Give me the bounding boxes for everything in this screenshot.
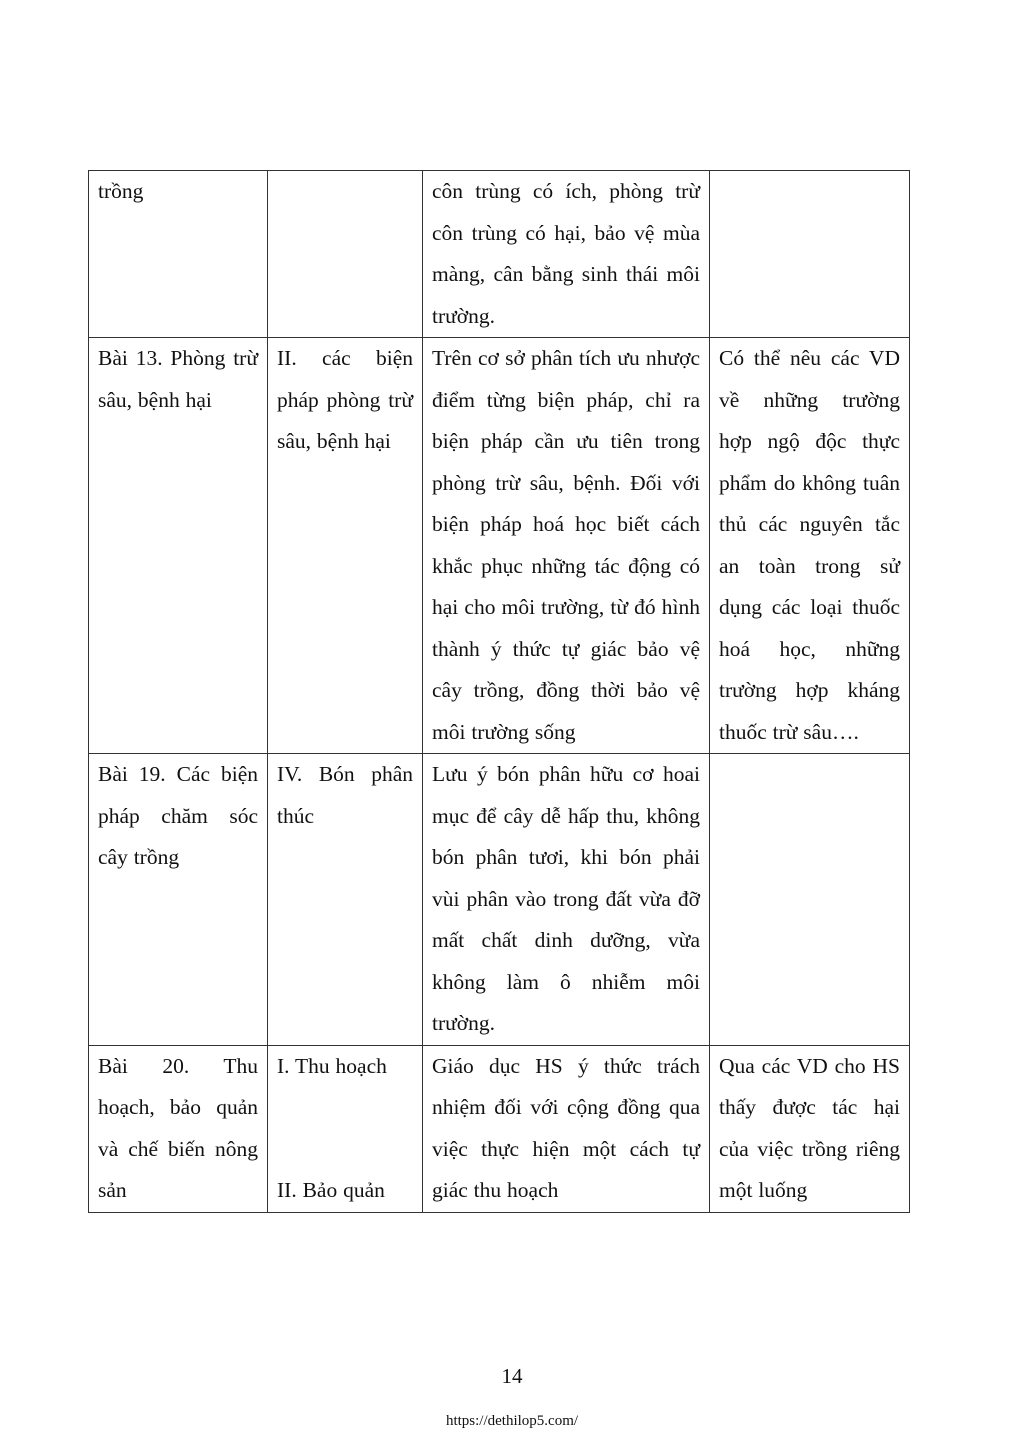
section-text: II. các biện pháp phòng trừ sâu, bệnh hại — [277, 346, 413, 453]
lesson-text: trồng — [98, 179, 144, 203]
note-cell — [710, 1045, 910, 1212]
section-cell — [268, 338, 423, 754]
footer-url: https://dethilop5.com/ — [445, 1413, 579, 1429]
note-cell — [710, 754, 910, 1046]
lesson-cell — [89, 171, 268, 338]
content-text: côn trùng có ích, phòng trừ côn trùng có hại, bảo vệ mùa màng, cân bằng sinh thái môi trường. — [432, 179, 700, 328]
page-number: 14 — [501, 1364, 523, 1388]
lesson-text: Bài 20. Thu hoạch, bảo quản và chế biến nông sản — [98, 1053, 258, 1202]
table-row — [89, 754, 910, 1046]
section-cell — [268, 1045, 423, 1212]
content-cell — [423, 338, 710, 754]
note-text: Qua các VD cho HS thấy được tác hại của việc trồng riêng một luống — [719, 1053, 900, 1202]
content-cell — [423, 754, 710, 1046]
content-table — [88, 170, 910, 1213]
content-cell — [423, 1045, 710, 1212]
section-text-storage: II. Bảo quản — [277, 1178, 385, 1202]
section-text-harvest: I. Thu hoạch — [277, 1053, 387, 1078]
table-row — [89, 171, 910, 338]
section-cell — [268, 171, 423, 338]
table-row — [89, 338, 910, 754]
section-cell — [268, 754, 423, 1046]
note-text: Có thể nêu các VD về những trường hợp ngộ độc thực phẩm do không tuân thủ các nguyên tắc an toàn trong sử dụng các loại thuốc hoá học, những trường hợp kháng thuốc trừ sâu…. — [719, 346, 900, 744]
content-cell — [423, 171, 710, 338]
content-text: Trên cơ sở phân tích ưu nhược điểm từng biện pháp, chỉ ra biện pháp cần ưu tiên trong phòng trừ sâu, bệnh. Đối với biện pháp hoá học biết cách khắc phục những tác động có hại cho môi trường, từ đó hình thành ý thức tự giác bảo vệ cây trồng, đồng thời bảo vệ môi trường sống — [432, 346, 700, 744]
content-text: Lưu ý bón phân hữu cơ hoai mục để cây dễ hấp thu, không bón phân tươi, khi bón phải vùi phân vào trong đất vừa đỡ mất chất dinh dưỡng, vừa không làm ô nhiễm môi trường. — [432, 762, 700, 1035]
lesson-cell — [89, 754, 268, 1046]
lesson-cell — [89, 338, 268, 754]
note-cell — [710, 171, 910, 338]
table-row — [89, 1045, 910, 1212]
note-cell — [710, 338, 910, 754]
lesson-text: Bài 13. Phòng trừ sâu, bệnh hại — [98, 346, 258, 412]
section-spacer — [277, 1087, 413, 1170]
lesson-text: Bài 19. Các biện pháp chăm sóc cây trồng — [98, 762, 258, 869]
content-text: Giáo dục HS ý thức trách nhiệm đối với cộng đồng qua việc thực hiện một cách tự giác thu hoạch — [432, 1053, 700, 1202]
section-text: IV. Bón phân thúc — [277, 762, 413, 828]
lesson-cell — [89, 1045, 268, 1212]
